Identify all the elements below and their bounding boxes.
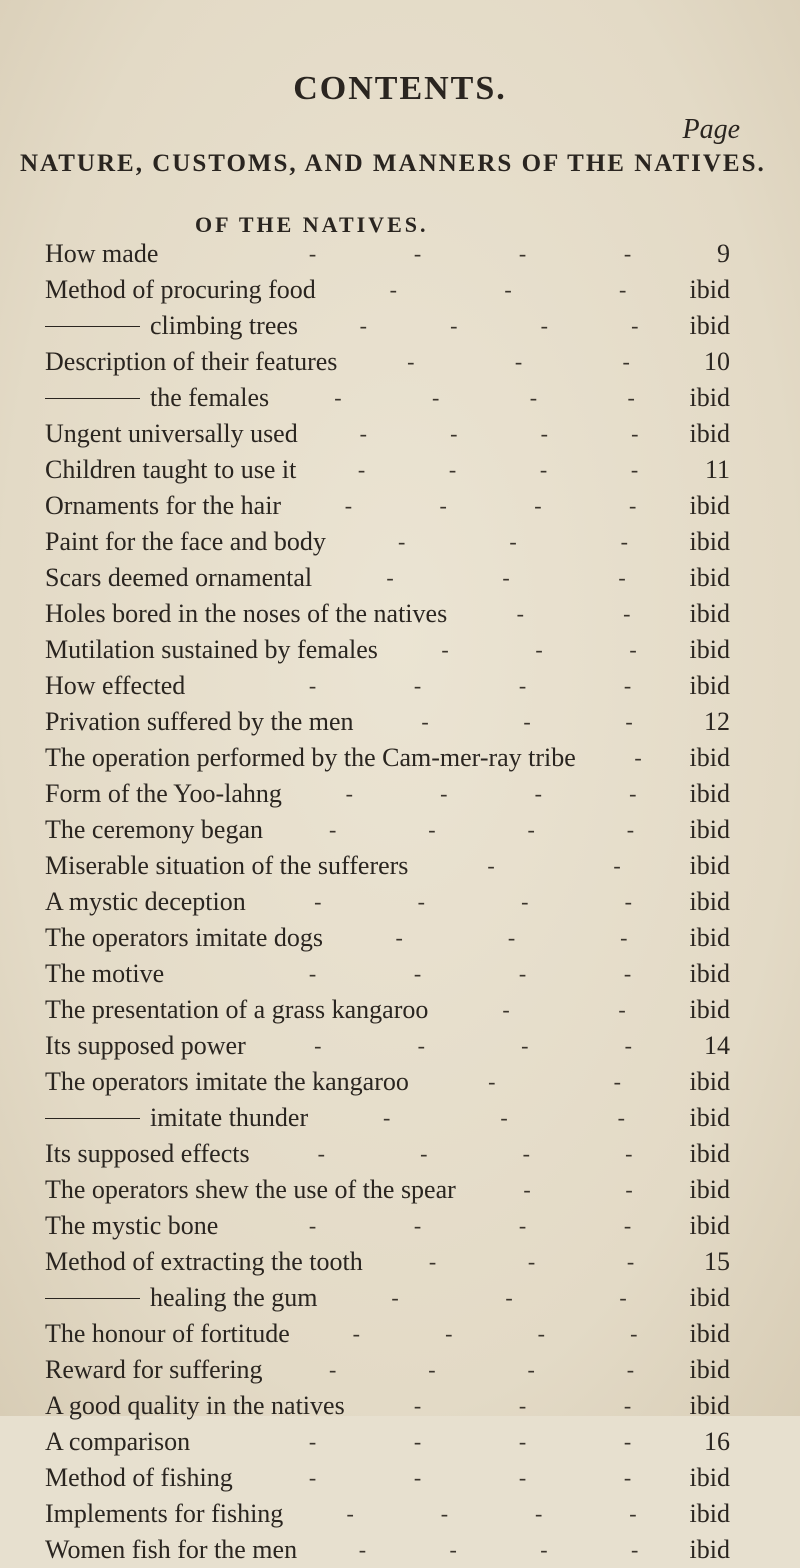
toc-entry-title: Implements for fishing — [45, 1499, 284, 1528]
toc-entry — [0, 1496, 800, 1532]
toc-entry — [0, 524, 800, 560]
toc-entry — [0, 1352, 800, 1388]
toc-entry-title: Mutilation sustained by females — [45, 635, 378, 664]
leader-dashes: - - - — [428, 1249, 635, 1274]
leader-dashes: - - - — [441, 637, 637, 662]
toc-entry-title: Holes bored in the noses of the natives — [45, 599, 448, 628]
toc-entry — [0, 740, 800, 776]
leader-dashes: - - - — [395, 925, 628, 950]
toc-entry-page: ibid — [689, 635, 730, 664]
toc-entry-title: Paint for the face and body — [45, 527, 326, 556]
toc-entry — [0, 344, 800, 380]
toc-entry — [0, 380, 800, 416]
ditto-rule — [45, 398, 140, 399]
toc-entry-title: the females — [150, 383, 270, 412]
toc-entry-page: ibid — [689, 1319, 730, 1348]
leader-dashes: - - - - — [308, 1213, 632, 1238]
leader-dashes: - - - - — [344, 493, 637, 518]
toc-entry-page: ibid — [689, 1283, 730, 1312]
toc-entry-page: ibid — [689, 1211, 730, 1240]
toc-entry-page: 9 — [717, 239, 730, 268]
toc-entry — [0, 596, 800, 632]
toc-entry-title: Method of fishing — [45, 1463, 233, 1492]
toc-entry-title: Children taught to use it — [45, 455, 297, 484]
toc-entry-page: ibid — [689, 1103, 730, 1132]
leader-dashes: - - - - — [328, 817, 635, 842]
leader-dashes: - - - - — [328, 1357, 635, 1382]
toc-entry — [0, 1136, 800, 1172]
toc-entry-page: ibid — [689, 527, 730, 556]
toc-entry-page: ibid — [689, 563, 730, 592]
toc-entry-page: ibid — [689, 887, 730, 916]
leader-dashes: - - — [516, 601, 631, 626]
toc-entry-page: 14 — [704, 1031, 730, 1060]
toc-entry — [0, 1208, 800, 1244]
toc-entry-title: Reward for suffering — [45, 1355, 263, 1384]
toc-entry-title: healing the gum — [150, 1283, 318, 1312]
contents-title: CONTENTS. — [293, 70, 507, 107]
toc-entry-page: 11 — [704, 455, 730, 484]
toc-entry-page: ibid — [689, 923, 730, 952]
contents-list — [0, 236, 800, 1568]
leader-dashes: - - - — [407, 349, 630, 374]
toc-entry — [0, 1532, 800, 1568]
toc-entry — [0, 704, 800, 740]
subsection-heading: OF THE NATIVES. — [195, 212, 429, 237]
ditto-rule — [45, 1298, 140, 1299]
toc-entry-page: ibid — [689, 1067, 730, 1096]
toc-entry-page: ibid — [689, 383, 730, 412]
toc-entry — [0, 776, 800, 812]
toc-entry — [0, 1244, 800, 1280]
leader-dashes: - - — [523, 1177, 633, 1202]
leader-dashes: - - - - — [359, 313, 639, 338]
toc-entry-page: ibid — [689, 1139, 730, 1168]
toc-entry — [0, 1064, 800, 1100]
toc-entry — [0, 416, 800, 452]
toc-entry — [0, 1100, 800, 1136]
toc-entry-title: The honour of fortitude — [45, 1319, 290, 1348]
toc-entry-page: ibid — [689, 671, 730, 700]
toc-entry-title: Ornaments for the hair — [45, 491, 282, 520]
leader-dashes: - - - - — [308, 241, 632, 266]
leader-dashes: - - - — [398, 529, 628, 554]
toc-entry — [0, 812, 800, 848]
toc-entry-title: The operation performed by the Cam-mer-ray tribe — [45, 743, 576, 772]
section-heading: NATURE, CUSTOMS, AND MANNERS OF THE NATIVES. — [20, 150, 766, 177]
leader-dashes: - - - — [413, 1393, 632, 1418]
leader-dashes: - - - - — [359, 421, 639, 446]
toc-entry — [0, 668, 800, 704]
toc-entry — [0, 848, 800, 884]
toc-entry-page: ibid — [689, 1175, 730, 1204]
toc-entry — [0, 272, 800, 308]
toc-entry — [0, 236, 800, 272]
toc-entry-page: ibid — [689, 779, 730, 808]
toc-entry-page: ibid — [689, 491, 730, 520]
leader-dashes: - - - - — [308, 673, 632, 698]
leader-dashes: - - - — [386, 565, 626, 590]
toc-entry-title: Privation suffered by the men — [45, 707, 354, 736]
toc-entry-title: The motive — [45, 959, 165, 988]
toc-entry-title: Women fish for the men — [45, 1535, 298, 1564]
toc-entry-title: Method of procuring food — [45, 275, 316, 304]
toc-entry — [0, 452, 800, 488]
toc-entry-title: A mystic deception — [45, 887, 246, 916]
toc-entry-title: Scars deemed ornamental — [45, 563, 313, 592]
toc-entry-page: ibid — [689, 275, 730, 304]
toc-entry-page: ibid — [689, 815, 730, 844]
leader-dashes: - - - - — [334, 385, 635, 410]
toc-entry-page: ibid — [689, 959, 730, 988]
toc-entry-title: Form of the Yoo-lahng — [45, 779, 282, 808]
leader-dashes: - - - — [389, 277, 627, 302]
leader-dashes: - - - — [421, 709, 633, 734]
toc-entry-title: imitate thunder — [150, 1103, 309, 1132]
toc-entry-page: ibid — [689, 1535, 730, 1564]
toc-entry-title: Ungent universally used — [45, 419, 298, 448]
toc-entry — [0, 632, 800, 668]
toc-entry-page: ibid — [689, 995, 730, 1024]
toc-entry-title: The ceremony began — [45, 815, 264, 844]
leader-dashes: - - — [488, 1069, 621, 1094]
leader-dashes: - — [634, 745, 642, 770]
toc-entry — [0, 920, 800, 956]
toc-entry — [0, 992, 800, 1028]
toc-entry — [0, 1172, 800, 1208]
toc-entry-page: 10 — [704, 347, 730, 376]
toc-entry-title: A good quality in the natives — [45, 1391, 345, 1420]
toc-entry-page: ibid — [689, 599, 730, 628]
leader-dashes: - - - — [383, 1105, 625, 1130]
leader-dashes: - - - - — [314, 1033, 632, 1058]
toc-entry-title: The operators shew the use of the spear — [45, 1175, 456, 1204]
ditto-rule — [45, 1118, 140, 1119]
toc-entry-title: climbing trees — [150, 311, 299, 340]
toc-entry-title: Method of extracting the tooth — [45, 1247, 363, 1276]
toc-entry-page: 15 — [704, 1247, 730, 1276]
toc-entry — [0, 956, 800, 992]
toc-entry — [0, 308, 800, 344]
leader-dashes: - - - - — [357, 457, 639, 482]
toc-entry-page: ibid — [689, 851, 730, 880]
toc-entry-page: 12 — [704, 707, 730, 736]
toc-entry-page: ibid — [689, 419, 730, 448]
leader-dashes: - - — [502, 997, 626, 1022]
leader-dashes: - - - - — [358, 1537, 639, 1562]
toc-entry-page: ibid — [689, 1463, 730, 1492]
toc-entry-title: The mystic bone — [45, 1211, 219, 1240]
toc-entry-title: Description of their features — [45, 347, 338, 376]
leader-dashes: - - - - — [308, 1429, 632, 1454]
toc-entry-title: Its supposed power — [45, 1031, 246, 1060]
ditto-rule — [45, 326, 140, 327]
toc-entry-title: The presentation of a grass kangaroo — [45, 995, 429, 1024]
toc-entry — [0, 488, 800, 524]
page-column-label: Page — [682, 114, 740, 145]
toc-entry-title: Miserable situation of the sufferers — [45, 851, 409, 880]
toc-entry — [0, 1280, 800, 1316]
toc-entry-title: Its supposed effects — [45, 1139, 250, 1168]
toc-entry — [0, 1460, 800, 1496]
toc-entry — [0, 1388, 800, 1424]
toc-entry — [0, 560, 800, 596]
toc-entry-page: ibid — [689, 1499, 730, 1528]
toc-entry-page: ibid — [689, 743, 730, 772]
toc-entry-page: ibid — [689, 1355, 730, 1384]
leader-dashes: - - — [487, 853, 621, 878]
toc-entry-title: How effected — [45, 671, 186, 700]
leader-dashes: - - - — [391, 1285, 627, 1310]
toc-entry-page: 16 — [704, 1427, 730, 1456]
leader-dashes: - - - - — [308, 1465, 632, 1490]
leader-dashes: - - - - — [352, 1321, 638, 1346]
toc-entry-title: How made — [45, 239, 159, 268]
toc-entry-title: The operators imitate dogs — [45, 923, 323, 952]
leader-dashes: - - - - — [345, 781, 637, 806]
toc-entry — [0, 884, 800, 920]
leader-dashes: - - - - — [346, 1501, 637, 1526]
toc-entry-page: ibid — [689, 311, 730, 340]
toc-entry-title: The operators imitate the kangaroo — [45, 1067, 409, 1096]
toc-entry-page: ibid — [689, 1391, 730, 1420]
leader-dashes: - - - - — [314, 889, 632, 914]
toc-entry — [0, 1424, 800, 1460]
toc-entry — [0, 1028, 800, 1064]
toc-entry-title: A comparison — [45, 1427, 191, 1456]
leader-dashes: - - - - — [317, 1141, 633, 1166]
toc-entry — [0, 1316, 800, 1352]
leader-dashes: - - - - — [308, 961, 632, 986]
